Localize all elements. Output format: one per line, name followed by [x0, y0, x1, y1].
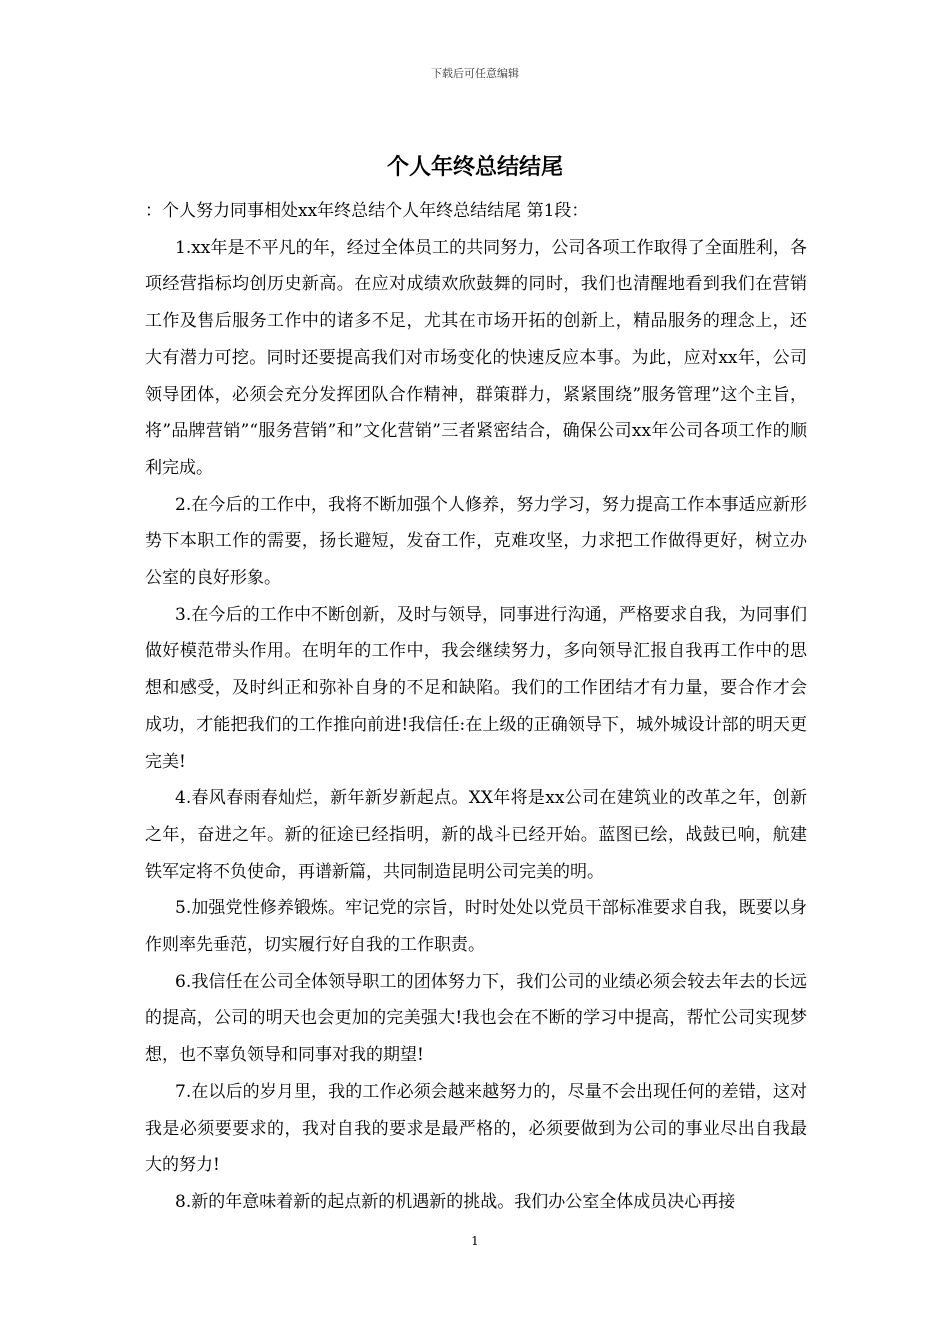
paragraph-6: 6.我信任在公司全体领导职工的团体努力下，我们公司的业绩必须会较去年去的长远的提高，公司的明天也会更加的完美强大!我也会在不断的学习中提高，帮忙公司实现梦想，也不辜负领导和同事对我的期望!	[145, 971, 807, 1066]
paragraph-7: 7.在以后的岁月里，我的工作必须会越来越努力的，尽量不会出现任何的差错，这对我是必须要要求的，我对自我的要求是最严格的，必须要做到为公司的事业尽出自我最大的努力!	[145, 1081, 807, 1176]
paragraph-1: 1.xx年是不平凡的年，经过全体员工的共同努力，公司各项工作取得了全面胜利，各项经营指标均创历史新高。在应对成绩欢欣鼓舞的同时，我们也清醒地看到我们在营销工作及售后服务工作中的诸多不足，尤其在市场开拓的创新上，精品服务的理念上，还大有潜力可挖。同时还要提高我们对市场变化的快速反应本事。为此，应对xx年，公司领导团体，必须会充分发挥团队合作精神，群策群力，紧紧围绕”服务管理”这个主旨，将”品牌营销”“服务营销”和”文化营销”三者紧密结合，确保公司xx年公司各项工作的顺利完成。	[145, 237, 807, 478]
document-body	[145, 193, 807, 1221]
page-number: 1	[471, 1234, 479, 1248]
paragraph-3: 3.在今后的工作中不断创新，及时与领导，同事进行沟通，严格要求自我，为同事们做好模范带头作用。在明年的工作中，我会继续努力，多向领导汇报自我再工作中的思想和感受，及时纠正和弥补自身的不足和缺陷。我们的工作团结才有力量，要合作才会成功，才能把我们的工作推向前进!我信任:在上级的正确领导下，城外城设计部的明天更完美!	[145, 604, 807, 772]
paragraph-8: 8.新的年意味着新的起点新的机遇新的挑战。我们办公室全体成员决心再接	[175, 1191, 736, 1212]
paragraph-4: 4.春风春雨春灿烂，新年新岁新起点。XX年将是xx公司在建筑业的改革之年，创新之年，奋进之年。新的征途已经指明，新的战斗已经开始。蓝图已绘，战鼓已响，航建铁军定将不负使命，再谱新篇，共同制造昆明公司完美的明。	[145, 788, 807, 882]
page-header: 下载后可任意编辑	[431, 67, 519, 80]
document-title: 个人年终总结结尾	[386, 154, 563, 180]
paragraph-5: 5.加强党性修养锻炼。牢记党的宗旨，时时处处以党员干部标准要求自我，既要以身作则率先垂范，切实履行好自我的工作职责。	[145, 898, 807, 956]
paragraph-2: 2.在今后的工作中，我将不断加强个人修养，努力学习，努力提高工作本事适应新形势下本职工作的需要，扬长避短，发奋工作，克难攻坚，力求把工作做得更好，树立办公室的良好形象。	[145, 494, 807, 589]
document-subtitle: ：个人努力同事相处xx年终总结个人年终总结结尾 第1段：	[145, 201, 589, 221]
